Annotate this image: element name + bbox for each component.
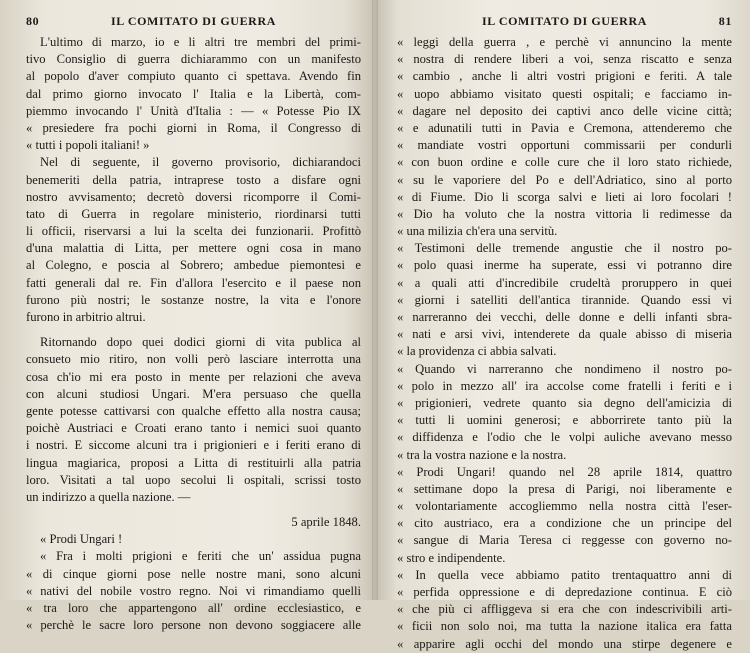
text-line: « tutti li uomini generosi; e abborrirete tanto più la bbox=[397, 413, 732, 428]
text-line: « sangue di Maria Teresa ci reggesse con governo no- bbox=[397, 533, 732, 548]
text-line: « nativi del nobile vostro regno. Noi vi rimandiamo quelli bbox=[26, 583, 361, 598]
left-running-title: IL COMITATO DI GUERRA bbox=[111, 14, 276, 28]
text-line: « presiedere fra pochi giorni in Roma, il Congresso di bbox=[26, 120, 361, 135]
text-line: « a quali atti d'incredibile crudeltà proruppero in quei bbox=[397, 275, 732, 290]
text-line: « narreranno dei vecchi, delle donne e delli infanti sbra- bbox=[397, 310, 732, 324]
right-page-header bbox=[397, 14, 732, 34]
text-line: « nati e arsi vivi, intenderete da quale abisso di miseria bbox=[397, 327, 732, 342]
right-page-number: 81 bbox=[718, 14, 732, 28]
text-line: furono in arbitrio altrui. bbox=[26, 310, 146, 324]
text-line: « prigionieri, vedrete quanto sia degno dell'amicizia di bbox=[397, 395, 732, 410]
text-line: « Prodi Ungari! quando nel 28 aprile 1814, quattro bbox=[397, 464, 732, 479]
text-line: con alcuni studiosi Ungari. M'era persuaso che quella bbox=[26, 386, 361, 401]
text-line: tivo Consiglio di guerra dichiarammo con un manifesto bbox=[26, 52, 361, 67]
text-line: fatti generali dal re. Fin d'allora l'esercito e il paese non bbox=[26, 275, 361, 290]
text-line: « dagare nel deposito dei captivi anco delle vicine città; bbox=[397, 103, 732, 118]
letter-date: 5 aprile 1848. bbox=[291, 515, 361, 530]
text-line: « con buon ordine e colle cure che il loro stato richiede, bbox=[397, 155, 732, 170]
text-line: d'una malattia di Litta, per mettere ogni cosa in mano bbox=[26, 241, 361, 256]
book-gutter bbox=[372, 0, 378, 600]
text-line: loro. Visitati a tal uopo secolui li ospitali, scrissi tosto bbox=[26, 472, 361, 487]
text-line: consueto mio ritiro, non volli però lasciare interrotta una bbox=[26, 352, 361, 367]
letter-salutation: « Prodi Ungari ! bbox=[40, 532, 123, 547]
text-line: « Fra i molti prigioni e feriti che un' assidua pugna bbox=[40, 549, 361, 564]
text-line: « Dio ha voluto che la nostra vittoria li redimesse da bbox=[397, 206, 732, 221]
text-line: « su le vaporiere del Po e dell'Adriatico, sino al porto bbox=[397, 172, 732, 187]
text-line: Nel di seguente, il governo provisorio, dichiarandoci bbox=[40, 155, 361, 170]
text-line: « Testimoni delle tremende angustie che il nostro po- bbox=[397, 241, 732, 256]
text-line: « uopo abbiamo visitato questi ospitali; e facciamo in- bbox=[397, 86, 732, 101]
text-line: « cambio , anche li altri vostri prigioni e feriti. A tale bbox=[397, 69, 732, 84]
text-line: « polo quasi inerme ha superate, essi vi potranno dire bbox=[397, 258, 732, 273]
text-line: « ficii non solo noi, ma tutta la nazione italica era fatta bbox=[397, 619, 732, 634]
left-page-header bbox=[26, 14, 361, 34]
text-line: « volontariamente accogliemmo nella nostra città l'eser- bbox=[397, 499, 732, 514]
text-line: L'ultimo di marzo, io e li altri tre membri del primi- bbox=[40, 35, 361, 49]
text-line: lingua magiarica, proposi a Litta di restituirli alla patria bbox=[26, 455, 361, 470]
left-page bbox=[0, 0, 375, 633]
text-line: « tra loro che appartengono all' ordine ecclesiastico, e bbox=[26, 601, 361, 615]
text-line: un indirizzo a quella nazione. — bbox=[26, 489, 191, 504]
text-line: « settimane dopo la presa di Parigi, noi liberamente e bbox=[397, 481, 732, 496]
text-line: « polo in mezzo all' ira accolse come fratelli i feriti e i bbox=[397, 378, 732, 393]
text-line: li officii, riservarsi a lui la scelta dei funzionarii. Profittò bbox=[26, 224, 361, 239]
text-line: « giorni i satelliti dell'antica tirannide. Quando essi vi bbox=[397, 292, 732, 307]
text-line: i nostri. E siccome alcuni tra i prigionieri e i feriti erano di bbox=[26, 438, 361, 453]
left-page-number: 80 bbox=[26, 14, 40, 28]
text-line: « di cinque giorni pose nelle nostre mani, sono alcuni bbox=[26, 566, 361, 581]
text-line: « apparire agli occhi del mondo una stirpe degenere e bbox=[397, 636, 732, 651]
text-line: « diffidenza e l'odio che le volpi auliche avevano messo bbox=[397, 430, 732, 445]
text-line: tato di Guerra in regolare ministerio, riordinarsi tutti bbox=[26, 206, 361, 221]
text-line: poichè Austriaci e Croati erano tanto i nemici suoi quanto bbox=[26, 421, 361, 436]
text-line: « di Fiume. Dio li scorga salvi e lieti ai loro focolari ! bbox=[397, 189, 732, 204]
text-line: « perchè le sacre loro persone non devono soggiacere alle bbox=[26, 618, 361, 633]
right-running-title: IL COMITATO DI GUERRA bbox=[482, 14, 647, 28]
text-line: Ritornando dopo quei dodici giorni di vita publica al bbox=[40, 335, 361, 350]
text-line: piemmo invocando l' Unità d'Italia : — « Potesse Pio IX bbox=[26, 103, 361, 118]
text-line: furono più nostri; le sostanze nostre, la vita e l'onore bbox=[26, 292, 361, 307]
text-line: « perfida oppressione e di depredazione continua. E ciò bbox=[397, 585, 732, 599]
right-page-text bbox=[397, 34, 732, 653]
text-line: « In quella vece abbiamo patito trentaquattro anni di bbox=[397, 567, 732, 582]
text-line: gente potesse cattivarsi con qualche effetto alla nostra causa; bbox=[26, 403, 361, 418]
text-line: benemeriti della patria, intraprese tosto a disfare ogni bbox=[26, 172, 361, 187]
text-line: « e adunatili tutti in Pavia e Cremona, attenderemo che bbox=[397, 120, 732, 135]
text-line: « una milizia ch'era una servitù. bbox=[397, 224, 558, 239]
text-line: dal primo giorno invocato l' Italia e la Libertà, com- bbox=[26, 86, 361, 101]
text-line: al popolo d'aver compiuto quanto ci spettava. Avendo fin bbox=[26, 69, 361, 84]
text-line: « la providenza ci abbia salvati. bbox=[397, 344, 557, 359]
text-line: « nostra di rendere liberi a voi, senza riscatto e senza bbox=[397, 52, 732, 67]
text-line: « tra la vostra nazione e la nostra. bbox=[397, 447, 567, 462]
text-line: « mandiate vostri opportuni commissarii per condurli bbox=[397, 138, 732, 153]
right-page bbox=[375, 0, 750, 651]
text-line: « leggi della guerra , e perchè vi annuncino la mente bbox=[397, 35, 732, 49]
text-line: al Colegno, e poscia al Sobrero; ambedue piemontesi e bbox=[26, 258, 361, 273]
text-line: cosa ch'io mi era posto in mente per relazioni che aveva bbox=[26, 369, 361, 384]
text-line: « tutti i popoli italiani! » bbox=[26, 138, 150, 153]
text-line: « stro e indipendente. bbox=[397, 550, 506, 565]
text-line: « che più ci affliggeva si era che con indescrivibili arti- bbox=[397, 602, 732, 617]
left-page-text bbox=[26, 34, 361, 634]
text-line: « Quando vi narreranno che nondimeno il nostro po- bbox=[397, 361, 732, 376]
text-line: « cito austriaco, era a condizione che un principe del bbox=[397, 516, 732, 531]
text-line: nostro avvisamento; decretò doversi ricomporre il Comi- bbox=[26, 189, 361, 204]
